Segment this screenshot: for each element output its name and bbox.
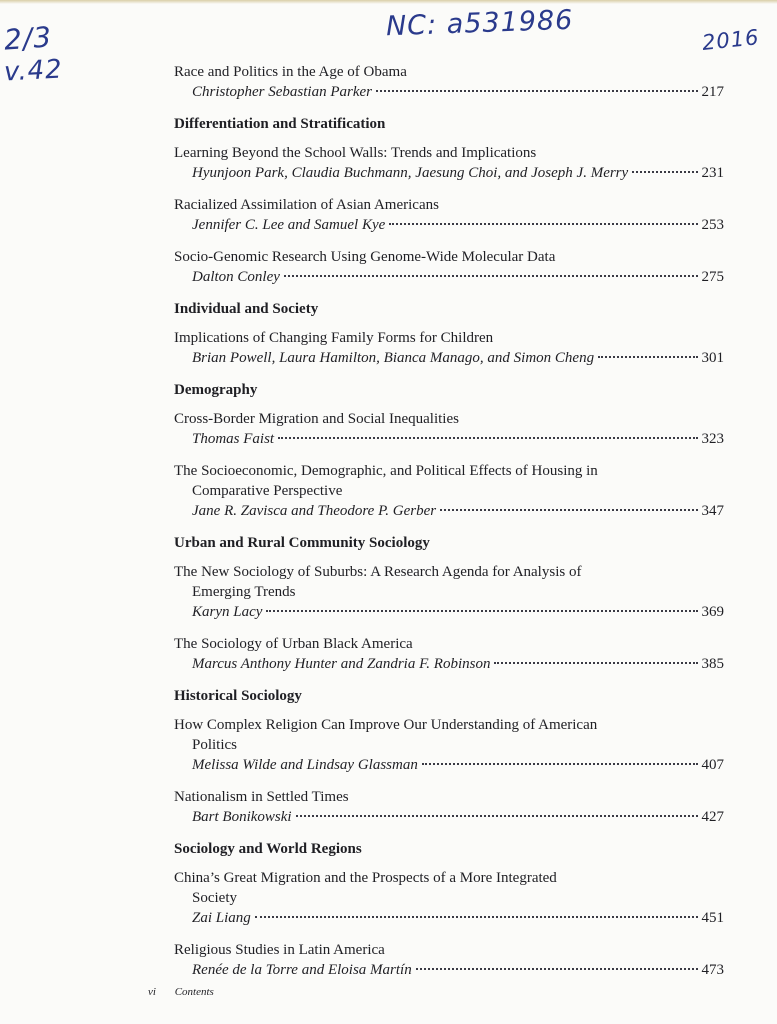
- entry-authors: Jane R. Zavisca and Theodore P. Gerber: [192, 503, 437, 519]
- entry-title: Implications of Changing Family Forms for Children: [174, 330, 494, 346]
- entry-authors: Thomas Faist: [192, 431, 275, 447]
- toc-entry: [174, 328, 724, 368]
- table-of-contents: [174, 62, 724, 992]
- entry-title: [174, 562, 724, 602]
- entry-title: Socio-Genomic Research Using Genome-Wide Molecular Data: [174, 249, 556, 265]
- toc-entry: [174, 247, 724, 287]
- entry-title-line: China’s Great Migration and the Prospects of a More Integrated: [174, 870, 557, 886]
- entry-author-line: [174, 602, 724, 622]
- entry-author-line: [174, 429, 724, 449]
- toc-entry: [174, 868, 724, 928]
- entry-title-line: How Complex Religion Can Improve Our Understanding of American: [174, 717, 598, 733]
- section-heading: Individual and Society: [174, 301, 319, 317]
- entry-page-number: 323: [701, 431, 724, 447]
- toc-entry: [174, 143, 724, 183]
- entry-author-line: [174, 163, 724, 183]
- entry-page-number: 407: [701, 757, 724, 773]
- entry-author-line: [174, 654, 724, 674]
- entry-title-continuation: Politics: [192, 737, 238, 753]
- entry-author-line: [174, 908, 724, 928]
- handwritten-year: 2016: [700, 25, 761, 55]
- dot-leader: [389, 223, 697, 225]
- entry-title: [174, 461, 724, 501]
- toc-entry: [174, 634, 724, 674]
- dot-leader: [422, 763, 698, 765]
- section-heading: Sociology and World Regions: [174, 841, 362, 857]
- entry-author-line: [174, 501, 724, 521]
- entry-title-continuation: Emerging Trends: [192, 584, 296, 600]
- toc-entry: [174, 409, 724, 449]
- dot-leader: [632, 171, 697, 173]
- entry-authors: Karyn Lacy: [192, 604, 263, 620]
- entry-page-number: 253: [701, 217, 724, 233]
- dot-leader: [266, 610, 697, 612]
- entry-author-line: [174, 348, 724, 368]
- entry-author-line: [174, 960, 724, 980]
- dot-leader: [416, 968, 698, 970]
- section-heading: Historical Sociology: [174, 688, 302, 704]
- entry-title-continuation: Comparative Perspective: [192, 483, 343, 499]
- entry-authors: Renée de la Torre and Eloisa Martín: [192, 962, 412, 978]
- entry-title: The Sociology of Urban Black America: [174, 636, 413, 652]
- entry-page-number: 275: [701, 269, 724, 285]
- page-edge: [0, 0, 777, 4]
- entry-title: Religious Studies in Latin America: [174, 942, 385, 958]
- page-footer: [148, 986, 230, 998]
- toc-entry: [174, 715, 724, 775]
- handwritten-catalog-number: NC: a531986: [385, 4, 574, 43]
- entry-title: Nationalism in Settled Times: [174, 789, 349, 805]
- dot-leader: [278, 437, 697, 439]
- entry-title: Race and Politics in the Age of Obama: [174, 64, 407, 80]
- entry-title: [174, 715, 724, 755]
- toc-entry: [174, 62, 724, 102]
- dot-leader: [255, 916, 698, 918]
- entry-author-line: [174, 807, 724, 827]
- entry-authors: Dalton Conley: [192, 269, 280, 285]
- entry-authors: Jennifer C. Lee and Samuel Kye: [192, 217, 386, 233]
- entry-page-number: 369: [701, 604, 724, 620]
- entry-authors: Brian Powell, Laura Hamilton, Bianca Manago, and Simon Cheng: [192, 350, 595, 366]
- entry-page-number: 427: [701, 809, 724, 825]
- entry-authors: Marcus Anthony Hunter and Zandria F. Robinson: [192, 656, 491, 672]
- entry-page-number: 217: [701, 84, 724, 100]
- entry-title-continuation: Society: [192, 890, 237, 906]
- entry-authors: Hyunjoon Park, Claudia Buchmann, Jaesung Choi, and Joseph J. Merry: [192, 165, 629, 181]
- entry-title-line: The New Sociology of Suburbs: A Research Agenda for Analysis of: [174, 564, 582, 580]
- entry-authors: Zai Liang: [192, 910, 251, 926]
- entry-page-number: 385: [701, 656, 724, 672]
- handwritten-volume-number: v.42: [3, 54, 64, 88]
- toc-entry: [174, 461, 724, 521]
- section-heading: Urban and Rural Community Sociology: [174, 535, 430, 551]
- entry-title: Cross-Border Migration and Social Inequalities: [174, 411, 459, 427]
- toc-entry: [174, 562, 724, 622]
- dot-leader: [440, 509, 697, 511]
- entry-title-line: The Socioeconomic, Demographic, and Political Effects of Housing in: [174, 463, 598, 479]
- entry-authors: Christopher Sebastian Parker: [192, 84, 372, 100]
- entry-page-number: 347: [701, 503, 724, 519]
- section-heading: Demography: [174, 382, 258, 398]
- footer-label: Contents: [174, 986, 214, 998]
- footer-page-number: vi: [148, 986, 156, 998]
- dot-leader: [598, 356, 697, 358]
- entry-author-line: [174, 82, 724, 102]
- section-heading: Differentiation and Stratification: [174, 116, 386, 132]
- dot-leader: [284, 275, 698, 277]
- entry-page-number: 301: [701, 350, 724, 366]
- entry-title: Learning Beyond the School Walls: Trends and Implications: [174, 145, 537, 161]
- entry-page-number: 473: [701, 962, 724, 978]
- toc-entry: [174, 940, 724, 980]
- entry-author-line: [174, 215, 724, 235]
- entry-page-number: 231: [701, 165, 724, 181]
- entry-authors: Melissa Wilde and Lindsay Glassman: [192, 757, 418, 773]
- dot-leader: [296, 815, 698, 817]
- entry-author-line: [174, 755, 724, 775]
- dot-leader: [494, 662, 697, 664]
- entry-title: Racialized Assimilation of Asian Americans: [174, 197, 439, 213]
- toc-entry: [174, 787, 724, 827]
- entry-page-number: 451: [701, 910, 724, 926]
- toc-entry: [174, 195, 724, 235]
- entry-authors: Bart Bonikowski: [192, 809, 292, 825]
- entry-title: [174, 868, 724, 908]
- dot-leader: [376, 90, 698, 92]
- entry-author-line: [174, 267, 724, 287]
- handwritten-volume-note: 2/3: [2, 20, 54, 57]
